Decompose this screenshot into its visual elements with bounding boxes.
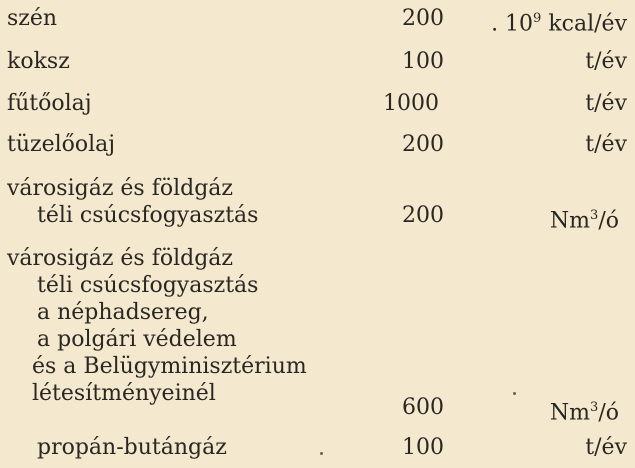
row-unit: t/év	[585, 91, 627, 116]
row-value: 1000	[383, 91, 439, 116]
row-value: 200	[402, 132, 444, 157]
row-unit	[550, 202, 619, 234]
unit-base: Nm	[549, 208, 591, 234]
unit-exponent: 9	[533, 11, 542, 26]
row-label-line: a néphadsereg,	[37, 300, 209, 325]
row-label: propán-butángáz	[37, 435, 227, 460]
unit-tail: /ó	[598, 208, 619, 234]
unit-tail: /ó	[598, 400, 619, 426]
row-label	[7, 245, 307, 407]
row-unit	[550, 394, 619, 426]
row-value: 100	[402, 49, 444, 74]
row-unit: t/év	[585, 49, 627, 74]
row-value: 200	[402, 6, 444, 31]
row-label-line: létesítményeinél	[32, 381, 216, 406]
row-label-line: városigáz és földgáz	[7, 246, 234, 271]
unit-exponent: 3	[590, 400, 599, 415]
row-label: szén	[7, 6, 58, 31]
row-value: 200	[402, 203, 444, 228]
row-label	[7, 175, 258, 229]
row-value: 100	[402, 435, 444, 460]
unit-label: kcal/év	[548, 11, 627, 37]
row-unit	[491, 5, 627, 37]
print-speck	[513, 392, 516, 395]
print-speck	[320, 452, 323, 455]
unit-prefix: . 10	[491, 11, 534, 37]
row-label-line: téli csúcsfogyasztás	[37, 203, 259, 228]
unit-exponent: 3	[590, 208, 599, 223]
row-label-line: téli csúcsfogyasztás	[37, 273, 259, 298]
row-label: fűtőolaj	[7, 91, 92, 116]
row-label-line: a polgári védelem	[37, 327, 237, 352]
row-value: 600	[402, 395, 444, 420]
row-label: koksz	[7, 49, 70, 74]
row-unit: t/év	[585, 435, 627, 460]
row-unit: t/év	[585, 132, 627, 157]
row-label: tüzelőolaj	[7, 132, 116, 157]
unit-base: Nm	[549, 400, 591, 426]
row-label-line: városigáz és földgáz	[7, 176, 234, 201]
row-label-line: és a Belügyminisztérium	[32, 354, 307, 379]
